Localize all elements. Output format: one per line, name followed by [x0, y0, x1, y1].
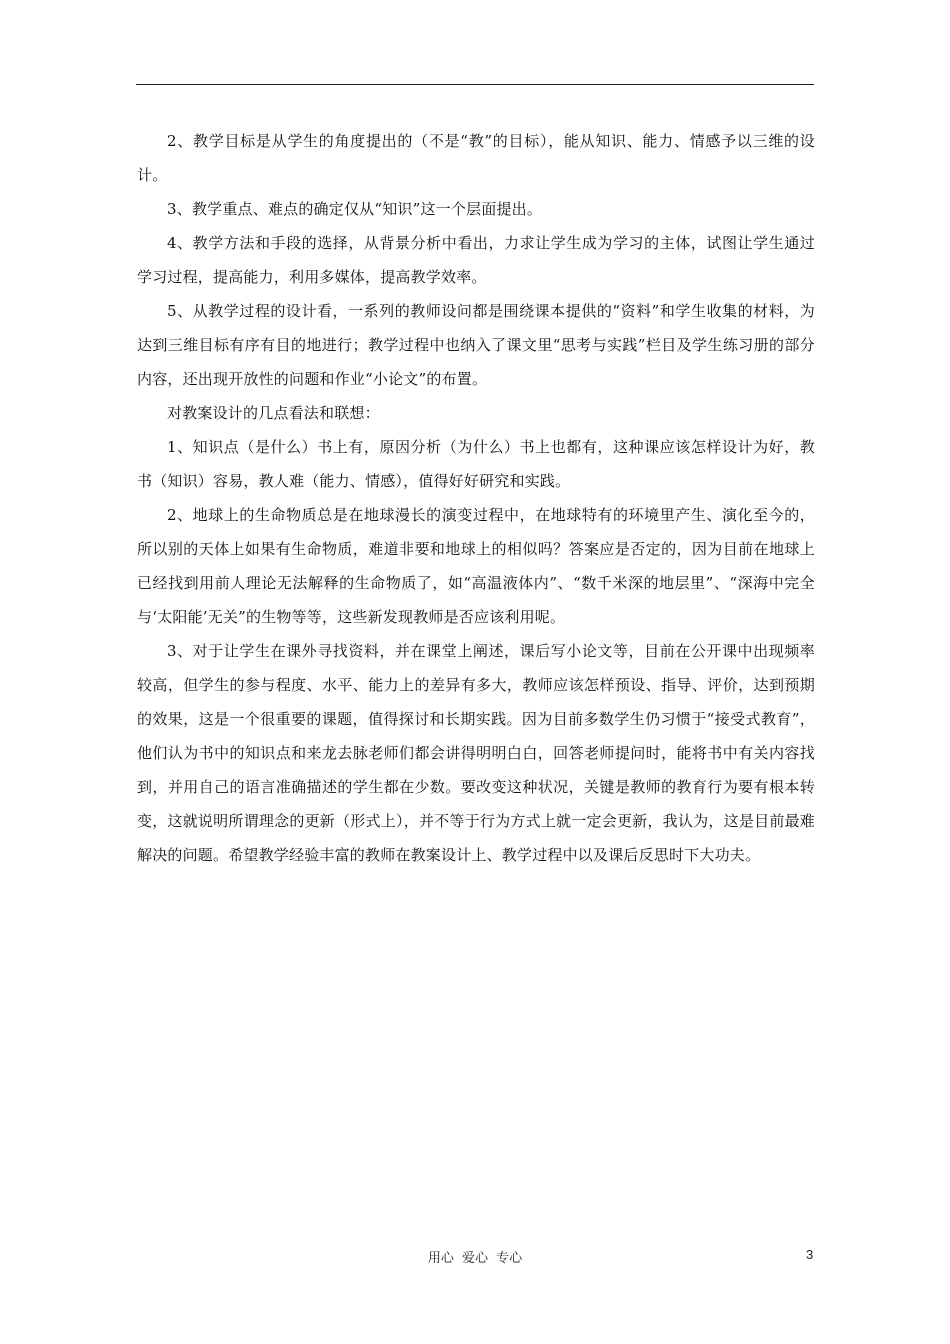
header-rule	[136, 84, 814, 85]
paragraph-process: 5、从教学过程的设计看，一系列的教师设问都是围绕课本提供的“资料”和学生收集的材料，为达到三维目标有序有目的地进行；教学过程中也纳入了课文里“思考与实践”栏目及学生练习册的部分内容，还出现开放性的问题和作业“小论文”的布置。	[137, 302, 815, 388]
paragraph-objectives: 2、教学目标是从学生的角度提出的（不是“教”的目标），能从知识、能力、情感予以三维的设计。	[137, 132, 815, 184]
page-number: 3	[806, 1247, 814, 1262]
paragraph-view-1: 1、知识点（是什么）书上有，原因分析（为什么）书上也都有，这种课应该怎样设计为好，教书（知识）容易，教人难（能力、情感），值得好好研究和实践。	[137, 438, 815, 490]
paragraph-view-2: 2、地球上的生命物质总是在地球漫长的演变过程中，在地球特有的环境里产生、演化至今的，所以别的天体上如果有生命物质，难道非要和地球上的相似吗？答案应是否定的，因为目前在地球上已经找到用前人理论无法解释的生命物质了，如“高温液体内”、“数千米深的地层里”、“深海中完全与‘太阳能’无关”的生物等等，这些新发现教师是否应该利用呢。	[137, 506, 815, 626]
document-body	[137, 124, 815, 872]
paragraph-key-points: 3、教学重点、难点的确定仅从“知识”这一个层面提出。	[167, 200, 543, 218]
paragraph-methods: 4、教学方法和手段的选择，从背景分析中看出，力求让学生成为学习的主体，试图让学生通过学习过程，提高能力，利用多媒体，提高教学效率。	[137, 234, 815, 286]
paragraph-views-heading: 对教案设计的几点看法和联想：	[167, 404, 380, 422]
footer-motto: 用心 爱心 专心	[427, 1251, 523, 1266]
paragraph-view-3: 3、对于让学生在课外寻找资料，并在课堂上阐述，课后写小论文等，目前在公开课中出现频率较高，但学生的参与程度、水平、能力上的差异有多大，教师应该怎样预设、指导、评价，达到预期的效果，这是一个很重要的课题，值得探讨和长期实践。因为目前多数学生仍习惯于“接受式教育”，他们认为书中的知识点和来龙去脉老师们都会讲得明明白白，回答老师提问时，能将书中有关内容找到，并用自己的语言准确描述的学生都在少数。要改变这种状况，关键是教师的教育行为要有根本转变，这就说明所谓理念的更新（形式上），并不等于行为方式上就一定会更新，我认为，这是目前最难解决的问题。希望教学经验丰富的教师在教案设计上、教学过程中以及课后反思时下大功夫。	[137, 642, 815, 864]
